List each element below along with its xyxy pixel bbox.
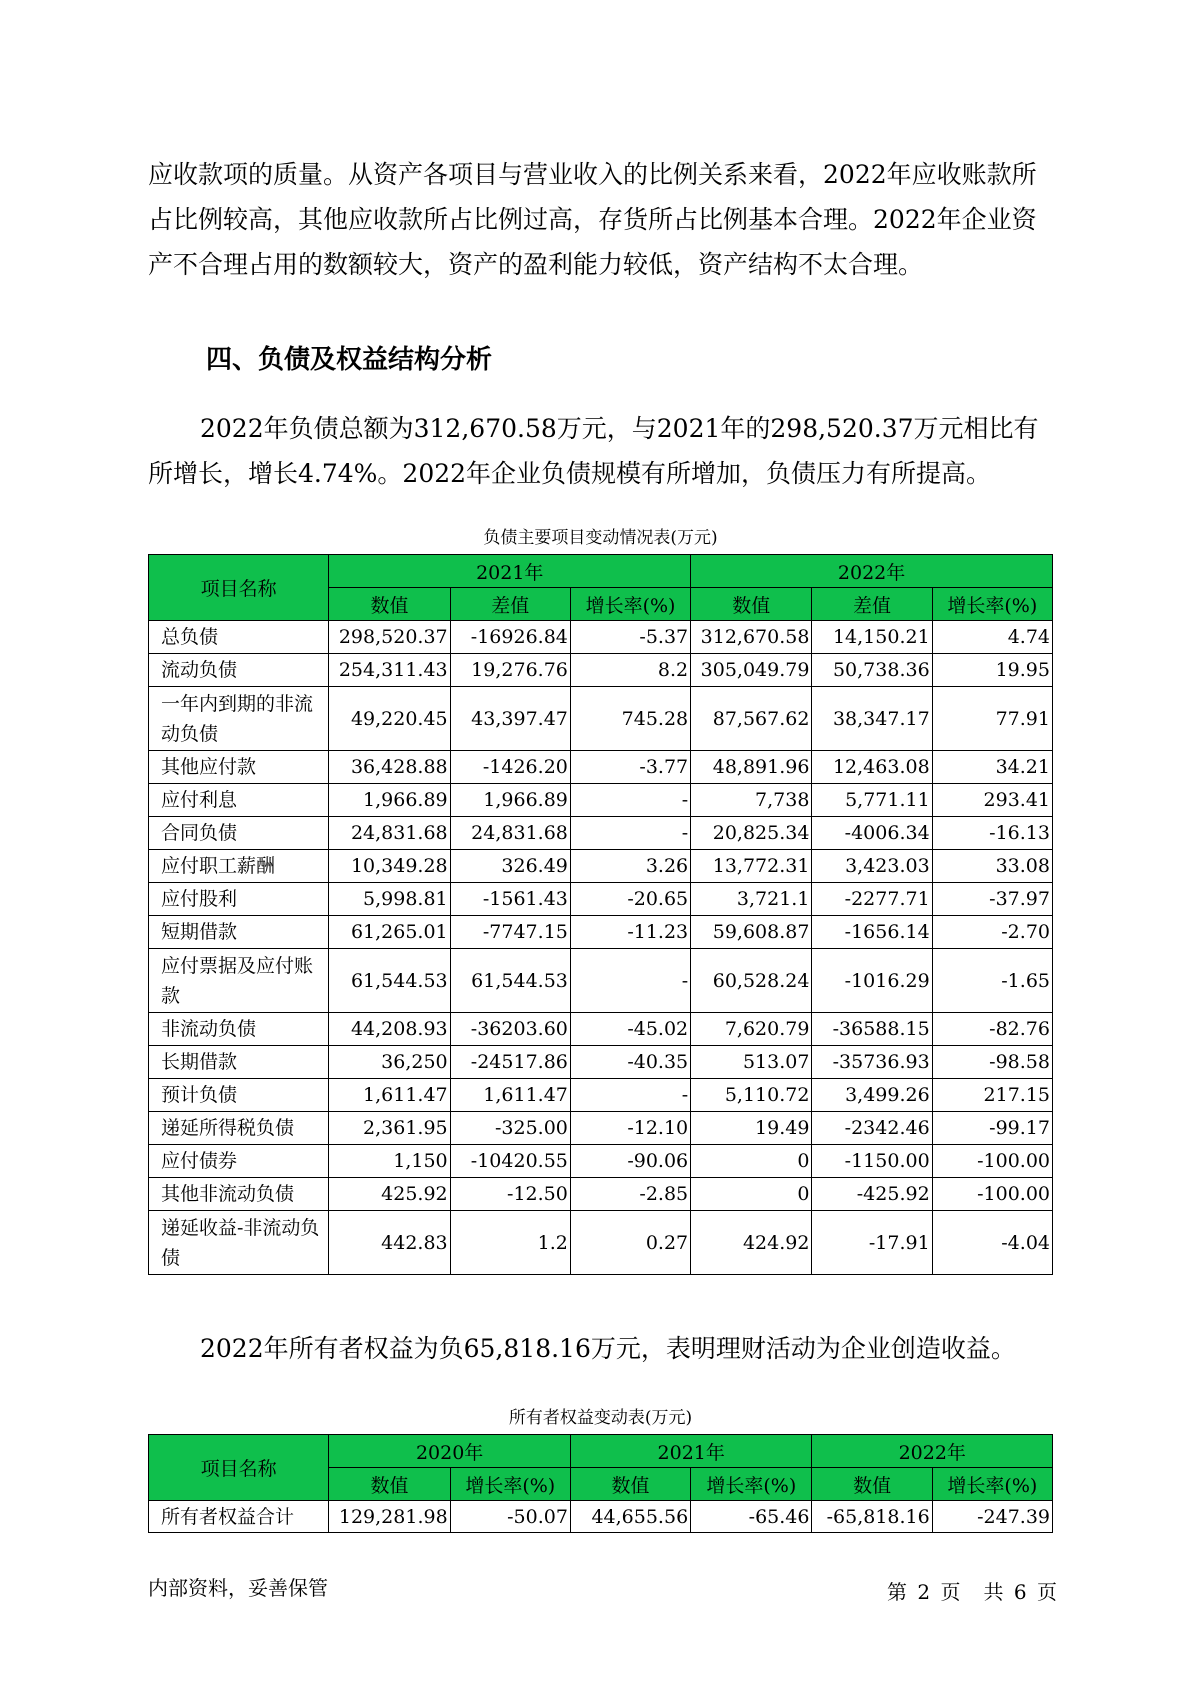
row-value-cell: -2342.46 — [812, 1112, 932, 1145]
row-value-cell: 442.83 — [329, 1211, 450, 1275]
item-name-header: 项目名称 — [149, 1435, 329, 1501]
row-value-cell: 293.41 — [932, 784, 1052, 817]
sub-header: 增长率(%) — [932, 588, 1052, 621]
row-item-name: 总负债 — [149, 621, 329, 654]
row-value-cell: -40.35 — [570, 1046, 690, 1079]
row-value-cell: -82.76 — [932, 1013, 1052, 1046]
row-item-name: 应付票据及应付账款 — [149, 949, 329, 1013]
sub-header: 增长率(%) — [570, 588, 690, 621]
row-value-cell: 7,620.79 — [691, 1013, 812, 1046]
sub-header: 数值 — [812, 1468, 932, 1501]
row-value-cell: 3,721.1 — [691, 883, 812, 916]
year-header: 2020年 — [329, 1435, 571, 1468]
row-value-cell: 1,611.47 — [450, 1079, 570, 1112]
row-item-name: 合同负债 — [149, 817, 329, 850]
table-row — [149, 1178, 1053, 1211]
row-value-cell: -16926.84 — [450, 621, 570, 654]
table-row — [149, 751, 1053, 784]
row-value-cell: -90.06 — [570, 1145, 690, 1178]
row-value-cell: -4.04 — [932, 1211, 1052, 1275]
row-item-name: 其他应付款 — [149, 751, 329, 784]
row-value-cell: -1656.14 — [812, 916, 932, 949]
row-item-name: 非流动负债 — [149, 1013, 329, 1046]
page-indicator — [885, 1576, 1059, 1605]
row-value-cell: -7747.15 — [450, 916, 570, 949]
row-value-cell: 44,655.56 — [570, 1501, 690, 1533]
row-item-name: 其他非流动负债 — [149, 1178, 329, 1211]
row-value-cell: 43,397.47 — [450, 687, 570, 751]
table-row — [149, 817, 1053, 850]
row-value-cell: -36588.15 — [812, 1013, 932, 1046]
row-value-cell: 7,738 — [691, 784, 812, 817]
row-value-cell: 254,311.43 — [329, 654, 450, 687]
sub-header: 数值 — [329, 588, 450, 621]
table-row — [149, 1079, 1053, 1112]
row-value-cell: -100.00 — [932, 1178, 1052, 1211]
row-value-cell: 36,428.88 — [329, 751, 450, 784]
row-value-cell: 0 — [691, 1145, 812, 1178]
row-value-cell: 19.49 — [691, 1112, 812, 1145]
row-value-cell: -1.65 — [932, 949, 1052, 1013]
liability-table — [148, 554, 1053, 1275]
row-value-cell: - — [570, 1079, 690, 1112]
intro-paragraph: 应收款项的质量。从资产各项目与营业收入的比例关系来看，2022年应收账款所占比例较高，其他应收款所占比例过高，存货所占比例基本合理。2022年企业资产不合理占用的数额较大，资产的盈利能力较低，资产结构不太合理。 — [148, 160, 1037, 279]
row-value-cell: 312,670.58 — [691, 621, 812, 654]
row-value-cell: -3.77 — [570, 751, 690, 784]
row-item-name: 短期借款 — [149, 916, 329, 949]
sub-header: 增长率(%) — [450, 1468, 570, 1501]
row-value-cell: - — [570, 784, 690, 817]
row-value-cell: -100.00 — [932, 1145, 1052, 1178]
row-value-cell: - — [570, 817, 690, 850]
row-value-cell: -425.92 — [812, 1178, 932, 1211]
row-item-name: 应付债券 — [149, 1145, 329, 1178]
row-value-cell: -10420.55 — [450, 1145, 570, 1178]
row-value-cell: 305,049.79 — [691, 654, 812, 687]
row-value-cell: 3,423.03 — [812, 850, 932, 883]
row-item-name: 应付股利 — [149, 883, 329, 916]
row-item-name: 应付职工薪酬 — [149, 850, 329, 883]
row-value-cell: 24,831.68 — [329, 817, 450, 850]
row-value-cell: 20,825.34 — [691, 817, 812, 850]
table-row — [149, 916, 1053, 949]
total-pages: 6 — [1013, 1580, 1027, 1604]
table-row — [149, 687, 1053, 751]
row-value-cell: -37.97 — [932, 883, 1052, 916]
page-prefix: 第 — [887, 1580, 907, 1604]
row-value-cell: 425.92 — [329, 1178, 450, 1211]
row-value-cell: -325.00 — [450, 1112, 570, 1145]
row-value-cell: 0 — [691, 1178, 812, 1211]
row-value-cell: -35736.93 — [812, 1046, 932, 1079]
row-value-cell: 14,150.21 — [812, 621, 932, 654]
section-heading: 四、负债及权益结构分析 — [206, 345, 493, 375]
table-row — [149, 883, 1053, 916]
row-value-cell: 38,347.17 — [812, 687, 932, 751]
row-value-cell: 87,567.62 — [691, 687, 812, 751]
row-value-cell: 19.95 — [932, 654, 1052, 687]
row-value-cell: 0.27 — [570, 1211, 690, 1275]
row-value-cell: 2,361.95 — [329, 1112, 450, 1145]
equity-table-caption: 所有者权益变动表(万元) — [508, 1408, 693, 1428]
row-item-name: 预计负债 — [149, 1079, 329, 1112]
row-value-cell: -99.17 — [932, 1112, 1052, 1145]
row-value-cell: -11.23 — [570, 916, 690, 949]
row-value-cell: 513.07 — [691, 1046, 812, 1079]
row-value-cell: 61,544.53 — [450, 949, 570, 1013]
total-suffix: 页 — [1036, 1580, 1057, 1604]
total-prefix: 共 — [983, 1580, 1004, 1604]
row-value-cell: -1016.29 — [812, 949, 932, 1013]
row-value-cell: -24517.86 — [450, 1046, 570, 1079]
row-value-cell: 5,998.81 — [329, 883, 450, 916]
sub-header: 差值 — [812, 588, 932, 621]
row-value-cell: 34.21 — [932, 751, 1052, 784]
row-value-cell: -2277.71 — [812, 883, 932, 916]
row-value-cell: -247.39 — [932, 1501, 1052, 1533]
row-value-cell: 50,738.36 — [812, 654, 932, 687]
footer-confidential-note: 内部资料，妥善保管 — [148, 1576, 328, 1600]
row-value-cell: 4.74 — [932, 621, 1052, 654]
row-value-cell: 59,608.87 — [691, 916, 812, 949]
row-value-cell: -2.85 — [570, 1178, 690, 1211]
row-value-cell: -1150.00 — [812, 1145, 932, 1178]
row-value-cell: 77.91 — [932, 687, 1052, 751]
row-value-cell: -65,818.16 — [812, 1501, 932, 1533]
table-row — [149, 654, 1053, 687]
row-value-cell: 61,265.01 — [329, 916, 450, 949]
row-item-name: 长期借款 — [149, 1046, 329, 1079]
sub-header: 差值 — [450, 588, 570, 621]
sub-header: 增长率(%) — [932, 1468, 1052, 1501]
row-value-cell: -12.50 — [450, 1178, 570, 1211]
row-value-cell: -20.65 — [570, 883, 690, 916]
year-header: 2021年 — [329, 555, 691, 588]
row-value-cell: 8.2 — [570, 654, 690, 687]
row-value-cell: 33.08 — [932, 850, 1052, 883]
page-number: 2 — [917, 1580, 931, 1604]
table-row — [149, 1145, 1053, 1178]
row-value-cell: -36203.60 — [450, 1013, 570, 1046]
row-value-cell: 44,208.93 — [329, 1013, 450, 1046]
row-value-cell: 326.49 — [450, 850, 570, 883]
row-value-cell: -50.07 — [450, 1501, 570, 1533]
year-header: 2022年 — [812, 1435, 1053, 1468]
liability-paragraph: 2022年负债总额为312,670.58万元，与2021年的298,520.37万元相比有所增长，增长4.74%。2022年企业负债规模有所增加，负债压力有所提高。 — [148, 414, 1039, 488]
row-value-cell: 3.26 — [570, 850, 690, 883]
year-header: 2021年 — [570, 1435, 812, 1468]
row-item-name: 所有者权益合计 — [149, 1501, 329, 1533]
row-value-cell: 217.15 — [932, 1079, 1052, 1112]
row-value-cell: 13,772.31 — [691, 850, 812, 883]
row-value-cell: 49,220.45 — [329, 687, 450, 751]
year-header: 2022年 — [691, 555, 1053, 588]
row-value-cell: -17.91 — [812, 1211, 932, 1275]
sub-header: 增长率(%) — [691, 1468, 812, 1501]
row-value-cell: 60,528.24 — [691, 949, 812, 1013]
row-value-cell: 48,891.96 — [691, 751, 812, 784]
row-value-cell: 5,771.11 — [812, 784, 932, 817]
row-value-cell: -2.70 — [932, 916, 1052, 949]
row-item-name: 应付利息 — [149, 784, 329, 817]
row-value-cell: -1561.43 — [450, 883, 570, 916]
row-value-cell: -65.46 — [691, 1501, 812, 1533]
row-item-name: 流动负债 — [149, 654, 329, 687]
row-value-cell: 36,250 — [329, 1046, 450, 1079]
row-value-cell: -4006.34 — [812, 817, 932, 850]
equity-paragraph: 2022年所有者权益为负65,818.16万元，表明理财活动为企业创造收益。 — [200, 1334, 1016, 1363]
table-row — [149, 850, 1053, 883]
table-row — [149, 621, 1053, 654]
equity-table — [148, 1434, 1053, 1533]
sub-header: 数值 — [570, 1468, 690, 1501]
row-value-cell: -1426.20 — [450, 751, 570, 784]
row-value-cell: 1,611.47 — [329, 1079, 450, 1112]
row-value-cell: -16.13 — [932, 817, 1052, 850]
page-mid: 页 — [940, 1580, 961, 1604]
row-value-cell: 1,966.89 — [329, 784, 450, 817]
sub-header: 数值 — [691, 588, 812, 621]
row-value-cell: -45.02 — [570, 1013, 690, 1046]
row-value-cell: 298,520.37 — [329, 621, 450, 654]
row-value-cell: 12,463.08 — [812, 751, 932, 784]
liability-table-caption: 负债主要项目变动情况表(万元) — [483, 528, 718, 548]
item-name-header: 项目名称 — [149, 555, 329, 621]
table-row — [149, 1013, 1053, 1046]
table-row — [149, 1112, 1053, 1145]
row-item-name: 递延所得税负债 — [149, 1112, 329, 1145]
row-value-cell: 1,966.89 — [450, 784, 570, 817]
row-value-cell: -5.37 — [570, 621, 690, 654]
row-value-cell: 19,276.76 — [450, 654, 570, 687]
row-value-cell: 1.2 — [450, 1211, 570, 1275]
sub-header: 数值 — [329, 1468, 450, 1501]
row-value-cell: - — [570, 949, 690, 1013]
row-value-cell: -98.58 — [932, 1046, 1052, 1079]
table-row — [149, 1211, 1053, 1275]
row-value-cell: -12.10 — [570, 1112, 690, 1145]
row-item-name: 一年内到期的非流动负债 — [149, 687, 329, 751]
table-row — [149, 1046, 1053, 1079]
row-value-cell: 424.92 — [691, 1211, 812, 1275]
row-value-cell: 61,544.53 — [329, 949, 450, 1013]
table-row — [149, 784, 1053, 817]
row-value-cell: 10,349.28 — [329, 850, 450, 883]
table-row — [149, 949, 1053, 1013]
row-value-cell: 745.28 — [570, 687, 690, 751]
row-value-cell: 129,281.98 — [329, 1501, 450, 1533]
row-value-cell: 24,831.68 — [450, 817, 570, 850]
table-row — [149, 1501, 1053, 1533]
row-value-cell: 3,499.26 — [812, 1079, 932, 1112]
row-value-cell: 1,150 — [329, 1145, 450, 1178]
row-item-name: 递延收益-非流动负债 — [149, 1211, 329, 1275]
row-value-cell: 5,110.72 — [691, 1079, 812, 1112]
